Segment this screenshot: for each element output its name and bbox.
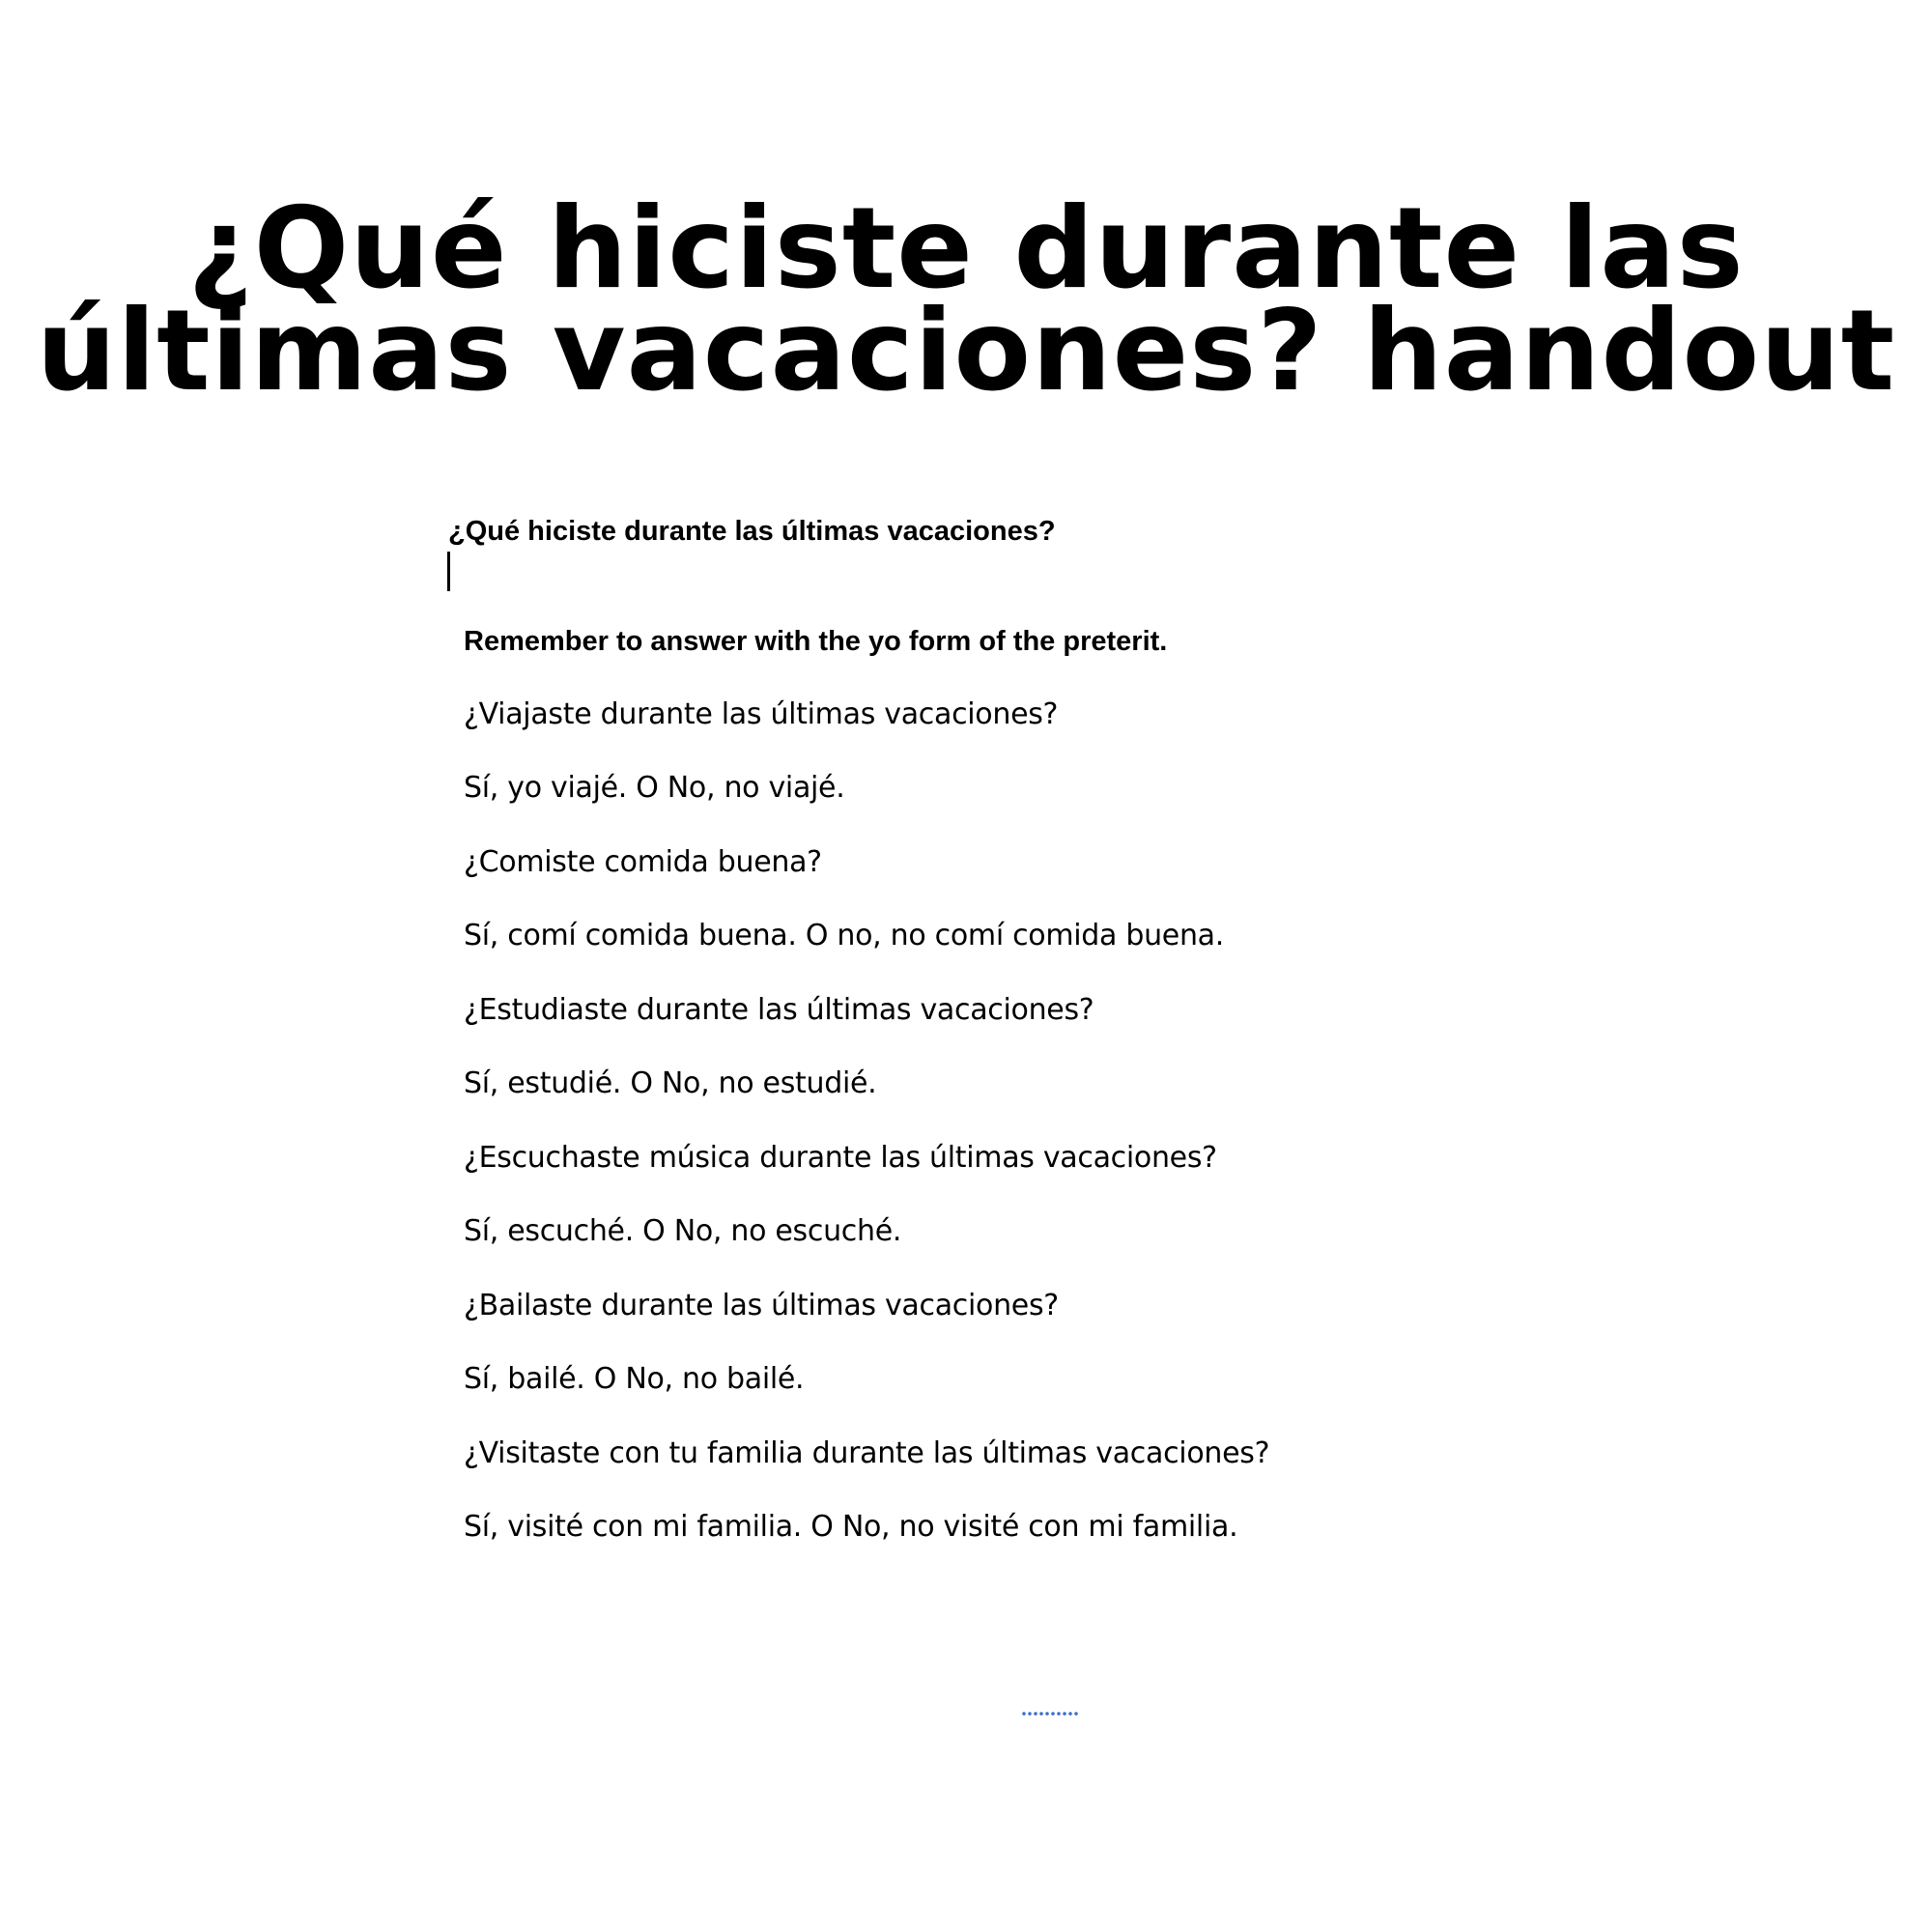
answer-text: Sí, escuché. O No, no escuché.: [464, 1214, 902, 1248]
question-text: ¿Visitaste con tu familia durante las últimas vacaciones?: [464, 1436, 1270, 1470]
instruction-text: Remember to answer with the yo form of the preterit.: [464, 626, 1168, 657]
question-text: ¿Viajaste durante las últimas vacaciones?: [464, 697, 1059, 731]
answer-text: Sí, yo viajé. O No, no viajé.: [464, 771, 845, 805]
page-title: [0, 184, 1932, 416]
spellcheck-underline: [1021, 1711, 1079, 1717]
question-text: ¿Escuchaste música durante las últimas vacaciones?: [464, 1141, 1217, 1175]
question-text: ¿Comiste comida buena?: [464, 845, 822, 879]
qa-item: [464, 1287, 1719, 1399]
answer-text: Sí, comí comida buena. O no, no comí comida buena.: [464, 919, 1225, 952]
answer-text: Sí, bailé. O No, no bailé.: [464, 1362, 805, 1396]
answer-text: Sí, estudié. O No, no estudié.: [464, 1066, 877, 1100]
page-title-line-1: ¿Qué hiciste durante las: [187, 184, 1745, 314]
question-text: ¿Bailaste durante las últimas vacaciones?: [464, 1289, 1059, 1322]
answer-text: Sí, visité con mi familia. O No, no visité con mi familia.: [464, 1510, 1238, 1544]
document-heading: ¿Qué hiciste durante las últimas vacaciones?: [448, 516, 1056, 547]
qa-item: [464, 991, 1719, 1103]
qa-item: [464, 843, 1719, 955]
qa-item: [464, 1139, 1719, 1251]
page-title-line-2: últimas vacaciones? handout: [36, 286, 1896, 416]
question-answer-list: [464, 696, 1719, 1582]
question-text: ¿Estudiaste durante las últimas vacaciones?: [464, 993, 1094, 1027]
qa-item: [464, 696, 1719, 808]
qa-item: [464, 1435, 1719, 1547]
text-cursor: [447, 552, 450, 591]
